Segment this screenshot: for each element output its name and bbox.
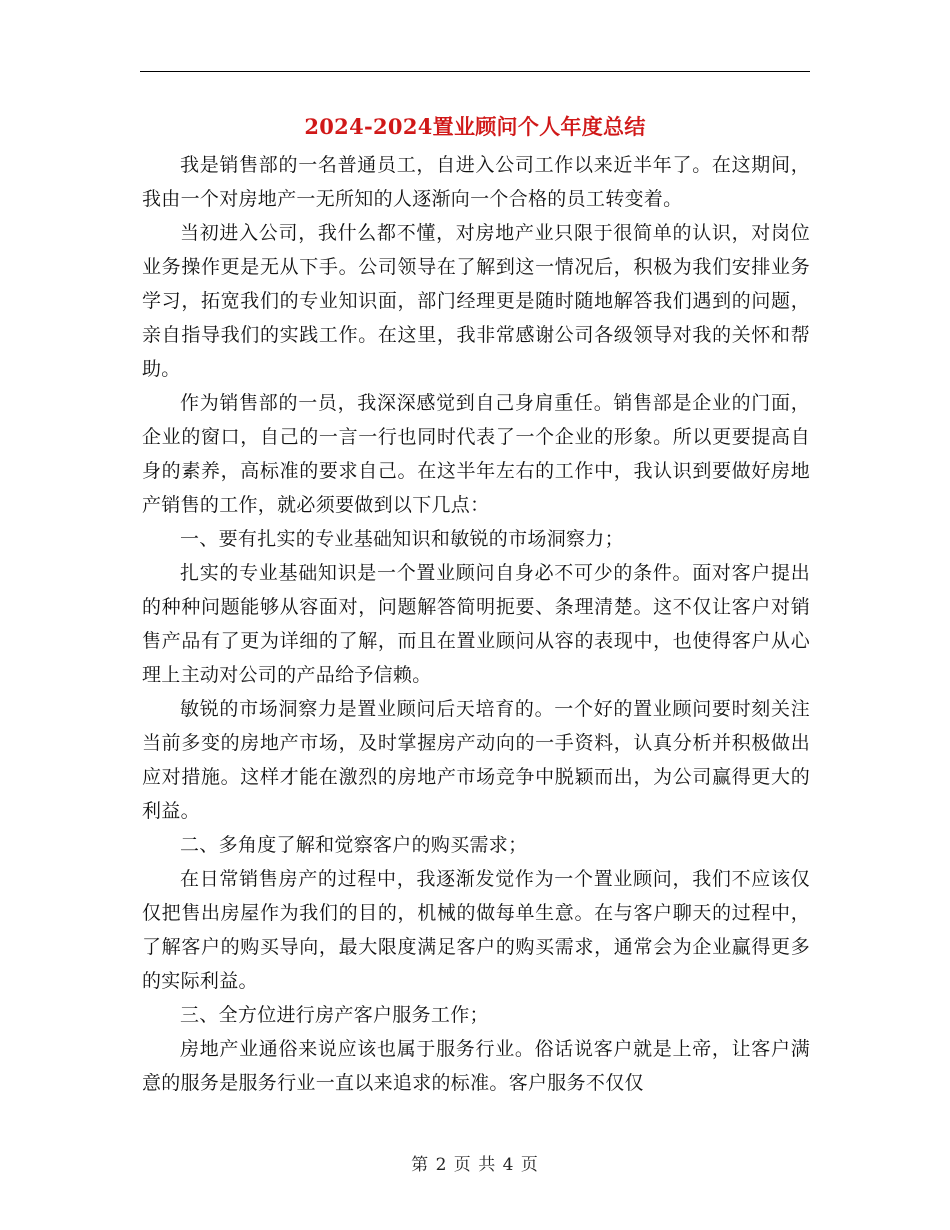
section-heading-1: 一、要有扎实的专业基础知识和敏锐的市场洞察力；: [180, 528, 624, 550]
paragraph-onboarding: 当初进入公司，我什么都不懂，对房地产业只限于很简单的认识，对岗位业务操作更是无从下手。公司领导在了解到这一情况后，积极为我们安排业务学习，拓宽我们的专业知识面，部门经理更是随时随地解答我们遇到的问题，亲自指导我们的实践工作。在这里，我非常感谢公司各级领导对我的关怀和帮助。: [142, 222, 810, 380]
paragraph-knowledge: 扎实的专业基础知识是一个置业顾问自身必不可少的条件。面对客户提出的种种问题能够从容面对，问题解答简明扼要、条理清楚。这不仅让客户对销售产品有了更为详细的了解，而且在置业顾问从容的表现中，也使得客户从心理上主动对公司的产品给予信赖。: [142, 562, 810, 686]
header-rule: [140, 71, 810, 72]
paragraph-intro: 我是销售部的一名普通员工，自进入公司工作以来近半年了。在这期间，我由一个对房地产一无所知的人逐渐向一个合格的员工转变着。: [142, 154, 810, 210]
document-body: [142, 148, 810, 1100]
section-heading-2: 二、多角度了解和觉察客户的购买需求；: [180, 834, 528, 856]
document-title: 2024-2024置业顾问个人年度总结: [304, 114, 646, 139]
paragraph-market-insight: 敏锐的市场洞察力是置业顾问后天培育的。一个好的置业顾问要时刻关注当前多变的房地产市场，及时掌握房产动向的一手资料，认真分析并积极做出应对措施。这样才能在激烈的房地产市场竞争中脱颖而出，为公司赢得更大的利益。: [142, 698, 810, 822]
paragraph-customer-needs: 在日常销售房产的过程中，我逐渐发觉作为一个置业顾问，我们不应该仅仅把售出房屋作为我们的目的，机械的做每单生意。在与客户聊天的过程中，了解客户的购买导向，最大限度满足客户的购买需求，通常会为企业赢得更多的实际利益。: [142, 868, 810, 992]
page-number-footer: 第 2 页 共 4 页: [411, 1155, 539, 1175]
paragraph-service: 房地产业通俗来说应该也属于服务行业。俗话说客户就是上帝，让客户满意的服务是服务行业一直以来追求的标准。客户服务不仅仅: [142, 1038, 810, 1094]
paragraph-responsibility: 作为销售部的一员，我深深感觉到自己身肩重任。销售部是企业的门面，企业的窗口，自己的一言一行也同时代表了一个企业的形象。所以更要提高自身的素养，高标准的要求自己。在这半年左右的工作中，我认识到要做好房地产销售的工作，就必须要做到以下几点：: [142, 392, 810, 516]
section-heading-3: 三、全方位进行房产客户服务工作；: [180, 1004, 489, 1026]
